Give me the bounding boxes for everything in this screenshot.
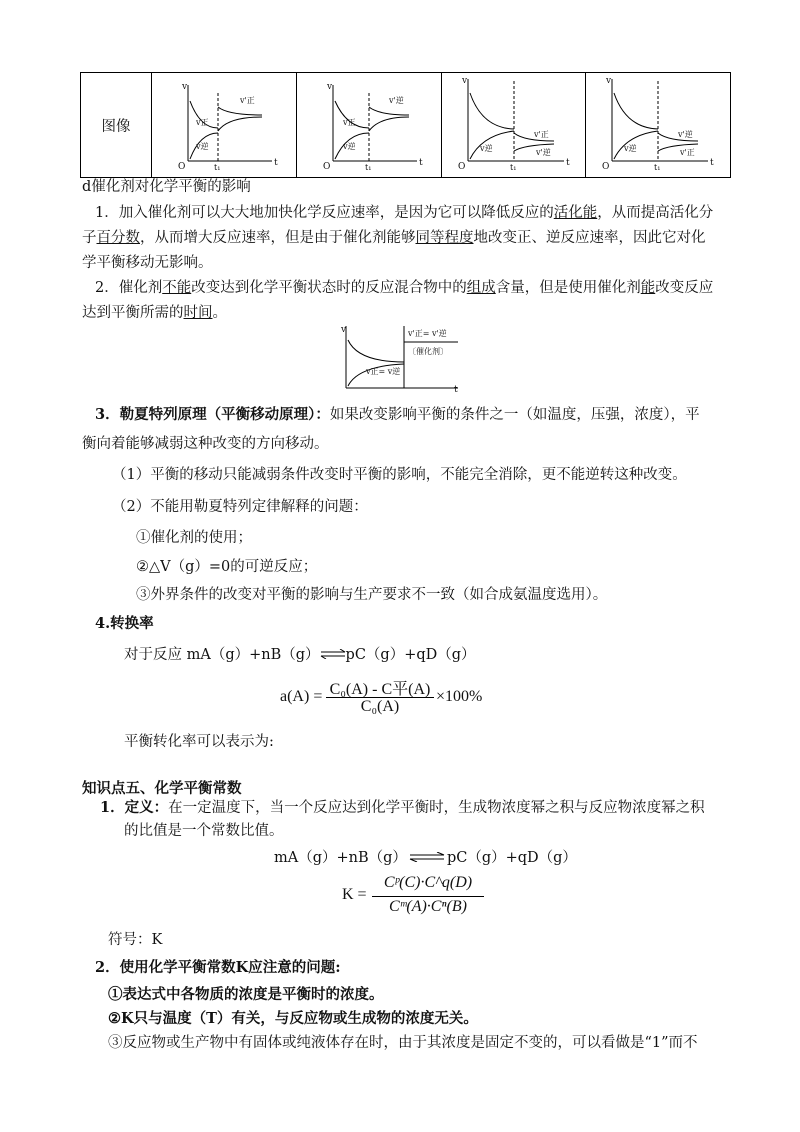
svg-text:t₁: t₁ <box>654 163 661 172</box>
section-5-note-1: ①表达式中各物质的浓度是平衡时的浓度。 <box>108 986 384 1003</box>
svg-text:O: O <box>457 162 465 172</box>
svg-text:v逆: v逆 <box>342 142 356 151</box>
paragraph-1-line-2: 子百分数，从而增大反应速率，但是由于催化剂能够同等程度地改变正、逆反应速率，因此它对化 <box>82 230 706 246</box>
graph-cell-2 <box>296 73 441 178</box>
catalyst-graph <box>338 322 468 394</box>
svg-text:v'正: v'正 <box>240 96 255 105</box>
conversion-formula: a(A) = C₀(A) - C平(A) C₀(A) ×100% <box>280 681 483 715</box>
svg-text:v: v <box>341 325 347 335</box>
svg-text:t₁: t₁ <box>509 163 516 172</box>
svg-text:t: t <box>454 385 458 394</box>
equilibrium-constant-formula: K = Cᵖ(C)·C^q(D) Cᵐ(A)·Cⁿ(B) <box>342 874 492 920</box>
svg-text:v逆: v逆 <box>479 144 493 153</box>
svg-text:v逆: v逆 <box>196 142 209 151</box>
svg-text:v: v <box>606 76 612 86</box>
section-3-item-2: ②△V（g）=0的可逆反应； <box>136 559 318 575</box>
section-3-item-3: ③外界条件的改变对平衡的影响与生产要求不一致（如合成氨温度选用）。 <box>136 587 608 603</box>
svg-text:v'正: v'正 <box>533 130 549 139</box>
graph-cell-1 <box>152 73 297 178</box>
section-3-line-2: 衡向着能够减弱这种改变的方向移动。 <box>82 436 329 452</box>
rate-graph-4 <box>586 73 726 173</box>
svg-text:t₁: t₁ <box>364 163 372 172</box>
paragraph-1-line-1: 1．加入催化剂可以大大地加快化学反应速率，是因为它可以降低反应的活化能，从而提高活化分 <box>95 205 714 221</box>
section-5-symbol: 符号：K <box>108 932 163 948</box>
svg-text:v逆: v逆 <box>624 144 637 153</box>
equilibrium-arrow-icon <box>407 848 447 868</box>
svg-text:v: v <box>461 76 467 86</box>
section-5-note-3: ③反应物或生产物中有固体或纯液体存在时，由于其浓度是固定不变的，可以看做是“1”而不 <box>108 1035 698 1051</box>
graph-table <box>80 72 731 178</box>
svg-text:v'正= v'逆: v'正= v'逆 <box>408 329 447 338</box>
svg-text:v: v <box>182 82 188 92</box>
svg-text:t: t <box>710 158 714 168</box>
paragraph-2-line-1: 2．催化剂不能改变达到化学平衡状态时的反应混合物中的组成含量，但是使用催化剂能改变反应 <box>95 280 714 296</box>
table-row-label: 图像 <box>81 73 152 178</box>
section-4-title: 4.转换率 <box>95 615 154 632</box>
svg-text:v'正: v'正 <box>680 148 695 157</box>
section-5-def-line-2: 的比值是一个常数比值。 <box>124 823 284 839</box>
section-5-def-line-1: 1．定义：在一定温度下，当一个反应达到化学平衡时，生成物浓度幂之积与反应物浓度幂之积 <box>100 799 705 816</box>
svg-text:v正= v逆: v正= v逆 <box>366 367 401 376</box>
svg-text:v: v <box>326 82 332 92</box>
svg-text:O: O <box>602 162 610 172</box>
section-5-title: 知识点五、化学平衡常数 <box>82 780 242 797</box>
svg-text:t: t <box>565 158 570 168</box>
rate-graph-1 <box>152 73 292 173</box>
section-3-line-1: 3．勒夏特列原理（平衡移动原理）：如果改变影响平衡的条件之一（如温度，压强，浓度），平 <box>95 406 700 423</box>
paragraph-1-line-3: 学平衡移动无影响。 <box>82 255 213 271</box>
section-4-reaction: 对于反应 mA（g）+nB（g） pC（g）+qD（g） <box>124 647 476 663</box>
rate-graph-3 <box>442 73 582 173</box>
svg-text:v'逆: v'逆 <box>535 148 551 157</box>
svg-text:〔催化剂〕: 〔催化剂〕 <box>408 347 448 356</box>
graph-cell-4 <box>586 73 731 178</box>
section-d-heading: d催化剂对化学平衡的影响 <box>82 179 251 195</box>
rate-graph-2 <box>297 73 437 173</box>
section-5-reaction: mA（g）+nB（g） pC（g）+qD（g） <box>274 850 577 866</box>
svg-text:t: t <box>418 158 423 168</box>
section-5-note-2: ②K只与温度（T）有关，与反应物或生成物的浓度无关。 <box>108 1010 478 1027</box>
svg-text:v'逆: v'逆 <box>388 96 404 105</box>
svg-text:O: O <box>322 162 331 172</box>
equilibrium-arrow-icon <box>320 645 346 665</box>
svg-text:t: t <box>274 158 278 168</box>
section-3-note-2: （2）不能用勒夏特列定律解释的问题： <box>112 499 368 515</box>
svg-text:v'逆: v'逆 <box>678 130 693 139</box>
svg-text:v正: v正 <box>342 118 356 127</box>
section-3-note-1: （1）平衡的移动只能减弱条件改变时平衡的影响，不能完全消除，更不能逆转这种改变。 <box>112 467 687 483</box>
svg-text:v正: v正 <box>196 118 209 127</box>
section-3-item-1: ①催化剂的使用； <box>136 530 252 546</box>
paragraph-2-line-2: 达到平衡所需的时间。 <box>82 305 227 321</box>
svg-text:t₁: t₁ <box>214 163 221 172</box>
section-4-after: 平衡转化率可以表示为: <box>124 734 274 750</box>
section-5-subheading: 2．使用化学平衡常数K应注意的问题: <box>95 959 341 976</box>
svg-text:O: O <box>178 162 186 172</box>
graph-cell-3 <box>441 73 586 178</box>
